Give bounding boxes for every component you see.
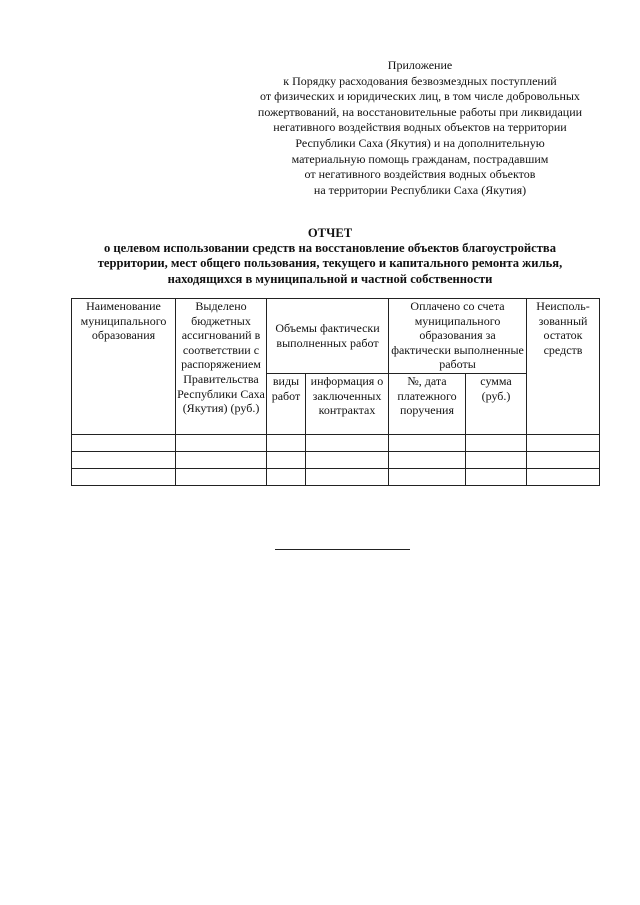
table-cell	[306, 469, 389, 486]
table-cell	[176, 469, 267, 486]
table-cell	[527, 452, 600, 469]
report-table	[71, 298, 600, 486]
table-row	[72, 435, 600, 452]
report-title: ОТЧЕТ	[307, 226, 353, 240]
subheader-contracts-info: информация о заключенных контрактах	[306, 374, 389, 435]
table-cell	[527, 469, 600, 486]
subheader-work-types: виды работ	[267, 374, 306, 435]
header-municipality-name: Наименование муниципального образования	[72, 299, 176, 435]
table-cell	[527, 435, 600, 452]
appendix-line: от физических и юридических лиц, в том числе добровольных	[260, 89, 580, 104]
table-cell	[389, 452, 466, 469]
header-paid-from-account: Оплачено со счета муниципального образования за фактически выполненные работы	[389, 299, 527, 374]
table-cell	[267, 452, 306, 469]
appendix-line: Приложение	[387, 58, 453, 72]
table-body	[72, 435, 600, 486]
table-cell	[267, 469, 306, 486]
subheader-amount: сумма (руб.)	[466, 374, 527, 435]
table-cell	[72, 452, 176, 469]
table-cell	[176, 452, 267, 469]
table-cell	[389, 435, 466, 452]
report-subtitle-line: находящихся в муниципальной и частной собственности	[167, 271, 493, 286]
subheader-payment-order: №, дата платежного поручения	[389, 374, 466, 435]
signature-divider-line	[275, 549, 410, 550]
appendix-line: пожертвований, на восстановительные работы при ликвидации	[257, 104, 583, 119]
table-cell	[267, 435, 306, 452]
report-title-block	[60, 226, 600, 287]
appendix-line: на территории Республики Саха (Якутия)	[313, 182, 527, 197]
appendix-line: негативного воздействия водных объектов на территории	[273, 120, 567, 135]
table-cell	[72, 435, 176, 452]
table-cell	[72, 469, 176, 486]
appendix-line: от негативного воздействия водных объектов	[304, 167, 536, 182]
table-cell	[466, 452, 527, 469]
table-row	[72, 452, 600, 469]
appendix-line: к Порядку расходования безвозмездных поступлений	[283, 73, 557, 88]
table-cell	[466, 469, 527, 486]
appendix-line: материальную помощь гражданам, пострадавшим	[291, 151, 549, 166]
table-cell	[466, 435, 527, 452]
header-work-volumes: Объемы фактически выполненных работ	[267, 299, 389, 374]
appendix-line: Республики Саха (Якутия) и на дополнительную	[295, 135, 545, 150]
table-row	[72, 469, 600, 486]
appendix-caption	[230, 58, 610, 198]
table-cell	[306, 435, 389, 452]
header-unused-balance: Неисполь-зованный остаток средств	[527, 299, 600, 435]
table-cell	[306, 452, 389, 469]
report-subtitle-line: о целевом использовании средств на восстановление объектов благоустройства	[103, 241, 557, 256]
table-cell	[176, 435, 267, 452]
header-allocated-funds: Выделено бюджетных ассигнований в соответствии с распоряжением Правительства Республики Саха (Якутия) (руб.)	[176, 299, 267, 435]
report-subtitle-line: территории, мест общего пользования, текущего и капитального ремонта жилья,	[97, 256, 563, 271]
table-cell	[389, 469, 466, 486]
